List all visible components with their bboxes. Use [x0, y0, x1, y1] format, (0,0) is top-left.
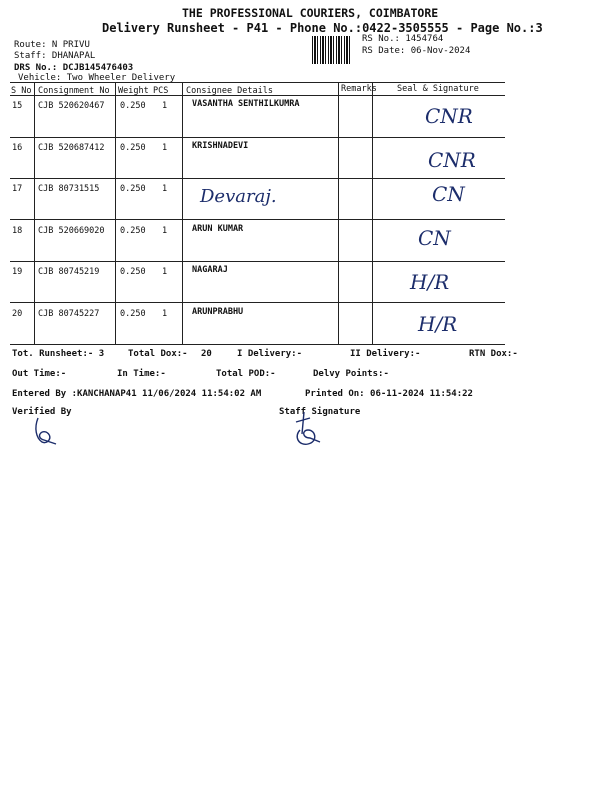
row-weight: 0.250	[120, 267, 146, 277]
row-weight: 0.250	[120, 143, 146, 153]
in-time: In Time:-	[117, 369, 166, 379]
delvy-points: Delvy Points:-	[313, 369, 389, 379]
runsheet-subtitle: Delivery Runsheet - P41 - Phone No.:0422-3505555 - Page No.:3	[102, 21, 543, 35]
row-signature: CNR	[428, 148, 476, 172]
row-sno: 20	[12, 309, 23, 319]
row-pcs: 1	[162, 143, 168, 153]
row-signature: CN	[432, 182, 465, 206]
row-consignee: KRISHNADEVI	[192, 141, 249, 151]
table-top-line	[10, 82, 505, 83]
table-bottom-line	[10, 344, 505, 345]
vehicle: Vehicle: Two Wheeler Delivery	[18, 73, 176, 83]
row-separator	[10, 302, 505, 303]
row-separator	[10, 178, 505, 179]
rs-date: RS Date: 06-Nov-2024	[362, 46, 471, 56]
staff-signature-icon	[290, 408, 330, 450]
total-pod: Total POD:-	[216, 369, 276, 379]
row-signature: H/R	[418, 312, 458, 336]
row-pcs: 1	[162, 184, 168, 194]
row-consignment: CJB 520669020	[38, 226, 105, 236]
row-consignment: CJB 520620467	[38, 101, 105, 111]
printed-on: Printed On: 06-11-2024 11:54:22	[305, 389, 473, 399]
col-divider	[115, 82, 116, 344]
tot-runsheet: Tot. Runsheet:- 3	[12, 349, 105, 359]
row-separator	[10, 261, 505, 262]
col-divider	[338, 82, 339, 344]
row-pcs: 1	[162, 267, 168, 277]
row-weight: 0.250	[120, 184, 146, 194]
row-consignment: CJB 80745219	[38, 267, 100, 277]
row-sno: 19	[12, 267, 23, 277]
verifier-signature-icon	[28, 414, 68, 448]
col-header-consignment: Consignment No	[38, 86, 110, 96]
row-consignment: CJB 80731515	[38, 184, 100, 194]
col-header-weight: Weight	[118, 86, 149, 96]
staff-signature-label: Staff Signature	[279, 407, 361, 417]
col-divider	[182, 82, 183, 344]
company-name: THE PROFESSIONAL COURIERS, COIMBATORE	[182, 6, 439, 20]
route: Route: N PRIVU	[14, 40, 90, 50]
row-signature: CNR	[425, 104, 473, 128]
rtn-dox: RTN Dox:-	[469, 349, 518, 359]
total-dox-value: 20	[201, 349, 212, 359]
row-separator	[10, 219, 505, 220]
row-weight: 0.250	[120, 309, 146, 319]
row-pcs: 1	[162, 101, 168, 111]
row-weight: 0.250	[120, 101, 146, 111]
row-signature: H/R	[410, 270, 450, 294]
staff: Staff: DHANAPAL	[14, 51, 96, 61]
row-consignment: CJB 520687412	[38, 143, 105, 153]
col-header-pcs: PCS	[153, 86, 169, 96]
row-sno: 15	[12, 101, 23, 111]
row-pcs: 1	[162, 309, 168, 319]
col-header-consignee: Consignee Details	[186, 86, 273, 96]
row-pcs: 1	[162, 226, 168, 236]
row-sno: 18	[12, 226, 23, 236]
total-dox-label: Total Dox:-	[128, 349, 188, 359]
row-consignee: VASANTHA SENTHILKUMRA	[192, 99, 300, 109]
col-divider	[372, 82, 373, 344]
row-sno: 16	[12, 143, 23, 153]
col-header-remarks: Remarks	[341, 84, 377, 94]
barcode	[312, 36, 350, 64]
row-handwritten-consignee: Devaraj.	[200, 186, 277, 207]
col-divider	[34, 82, 35, 344]
verified-by-label: Verified By	[12, 407, 72, 417]
drs-number: DRS No.: DCJB145476403	[14, 63, 134, 73]
row-consignment: CJB 80745227	[38, 309, 100, 319]
i-delivery: I Delivery:-	[237, 349, 303, 359]
row-sno: 17	[12, 184, 23, 194]
col-header-sno: S No	[11, 86, 32, 96]
row-consignee: ARUNPRABHU	[192, 307, 244, 317]
ii-delivery: II Delivery:-	[350, 349, 421, 359]
row-signature: CN	[418, 226, 451, 250]
row-consignee: ARUN KUMAR	[192, 224, 244, 234]
out-time: Out Time:-	[12, 369, 67, 379]
entered-by: Entered By :KANCHANAP41 11/06/2024 11:54:02 AM	[12, 389, 262, 399]
row-weight: 0.250	[120, 226, 146, 236]
row-consignee: NAGARAJ	[192, 265, 228, 275]
row-separator	[10, 137, 505, 138]
col-header-seal-signature: Seal & Signature	[397, 84, 479, 94]
rs-number: RS No.: 1454764	[362, 34, 444, 44]
